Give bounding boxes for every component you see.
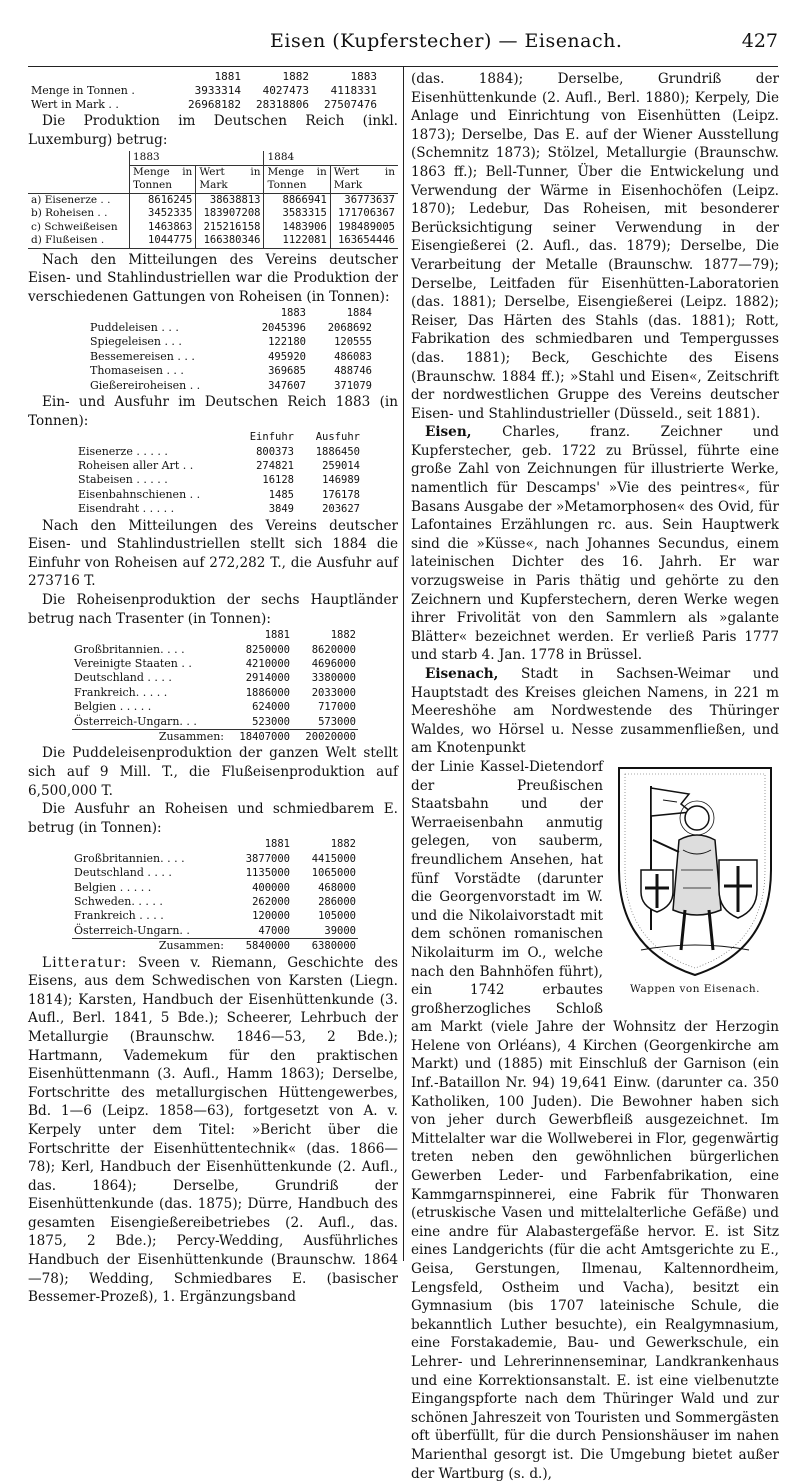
cell: 624000 (252, 701, 290, 714)
cell: 8866941 (264, 193, 330, 207)
year-header: 1881 (264, 838, 290, 851)
cell: 3933314 (194, 84, 241, 97)
cell: 8620000 (311, 643, 356, 656)
cell: 8616245 (130, 193, 196, 207)
page-header (0, 30, 800, 60)
year-header: 1882 (330, 629, 356, 642)
paragraph-production: Die Produktion im Deutschen Reich (inkl. Luxemburg) betrug: (28, 113, 398, 148)
cell: 400000 (252, 881, 290, 894)
row-label: Menge in Tonnen . (31, 84, 135, 97)
paragraph-ausfuhr: Die Ausfuhr an Roheisen und schmiedbarem E. betrug (in Tonnen): (28, 801, 398, 836)
table-row (88, 335, 374, 349)
cell: 28318806 (256, 98, 309, 111)
cell: 26968182 (188, 98, 241, 111)
table-row (72, 700, 358, 714)
column-header: Einfuhr (249, 431, 294, 444)
cell: 1485 (268, 488, 294, 501)
cell: 2068692 (327, 321, 372, 334)
paragraph-puddel: Die Puddeleisenproduktion der ganzen Welt stellt sich auf 9 Mill. T., die Flußeisenproduktion auf 6,500,000 T. (28, 745, 398, 799)
entry-eisenach (411, 665, 779, 758)
cell: 1065000 (311, 867, 356, 880)
year-cell: 1881 (214, 70, 241, 83)
year-header: 1882 (330, 838, 356, 851)
table-row (28, 234, 398, 248)
paragraph-ein-ausfuhr: Ein- und Ausfuhr im Deutschen Reich 1883 (in Tonnen): (28, 393, 398, 429)
sum-label: Zusammen: (72, 939, 226, 954)
entry-eisen-charles (411, 423, 779, 665)
paragraph-litteratur (28, 954, 398, 1307)
sum-label: Zusammen: (72, 729, 226, 744)
cell: 3849 (268, 503, 294, 516)
cell: 215216158 (196, 221, 264, 235)
six-countries-table (72, 628, 358, 744)
row-label: Deutschland . . . . (74, 866, 172, 880)
cell: 4415000 (311, 852, 356, 865)
cell: 3877000 (245, 852, 290, 865)
table-row (76, 488, 362, 502)
year-header: 1884 (346, 307, 372, 320)
literature-label: Litteratur: (42, 954, 128, 971)
cell: 1886000 (245, 686, 290, 699)
cell: 16128 (262, 474, 294, 487)
cell: 18407000 (226, 729, 292, 744)
roheisen-types-table (88, 306, 374, 392)
table-row (88, 364, 374, 378)
cell: 1135000 (245, 867, 290, 880)
table-row (72, 686, 358, 700)
table-row (28, 221, 398, 235)
table-row (76, 502, 362, 516)
table-row (88, 379, 374, 393)
row-label: Puddeleisen . . . (90, 320, 179, 334)
cell: 573000 (318, 715, 356, 728)
coat-of-arms-caption: Wappen von Eisenach. (630, 982, 760, 995)
coat-of-arms-image (611, 760, 779, 980)
cell: 800373 (256, 445, 294, 458)
cell: 371079 (334, 379, 372, 392)
right-column (411, 70, 779, 1483)
table-row (76, 473, 362, 487)
cell: 4027473 (262, 84, 309, 97)
cell: 523000 (252, 715, 290, 728)
table-row (72, 881, 358, 895)
cell: 27507476 (324, 98, 377, 111)
table-row (72, 924, 358, 939)
cell: 39000 (324, 924, 356, 937)
column-header: Wert in Mark (196, 165, 264, 193)
year-header: 1883 (280, 307, 306, 320)
column-header: Menge in Tonnen (130, 165, 196, 193)
cell: 4696000 (311, 657, 356, 670)
table-row (88, 350, 374, 364)
table-row (72, 715, 358, 730)
cell: 717000 (318, 701, 356, 714)
entry-text: Stadt in Sachsen-Weimar und Hauptstadt des Kreises gleichen Namens, in 221 m Meereshöhe am Nordwestende des Thüringer Waldes, wo Hörsel u. Nesse zusammenfließen, und am Knotenpunkt (411, 666, 779, 757)
year-cell: 1882 (282, 70, 309, 83)
sum-row (72, 939, 358, 954)
row-label: Frankreich. . . . . (74, 685, 168, 699)
export-table (72, 837, 358, 953)
year-header: 1884 (264, 151, 398, 165)
cell: 2033000 (311, 686, 356, 699)
table-row (88, 321, 374, 335)
cell: 3380000 (311, 672, 356, 685)
entry-headword: Eisen, (425, 424, 472, 441)
table-row (28, 193, 398, 207)
cell: 274821 (256, 459, 294, 472)
cell: 2914000 (245, 672, 290, 685)
cell: 1483906 (264, 221, 330, 235)
cell: 3583315 (264, 207, 330, 221)
row-label: Belgien . . . . . (74, 700, 152, 714)
row-label: Eisenerze . . . . . (78, 444, 168, 458)
row-label: Frankreich . . . . (74, 909, 164, 923)
cell: 4118331 (330, 84, 377, 97)
cell: 47000 (258, 924, 290, 937)
cell: 122180 (268, 336, 306, 349)
row-label: Stabeisen . . . . . (78, 473, 168, 487)
row-label: Bessemereisen . . . (90, 349, 195, 363)
row-label: Roheisen aller Art . . (78, 458, 194, 472)
cell: 262000 (252, 895, 290, 908)
column-header: Wert in Mark (330, 165, 398, 193)
table-row (72, 895, 358, 909)
row-label: Großbritannien. . . . (74, 851, 185, 865)
table-row (72, 671, 358, 685)
cell: 486083 (334, 350, 372, 363)
sum-row (72, 729, 358, 744)
cell: 2045396 (261, 321, 306, 334)
running-title: Eisen (Kupferstecher) — Eisenach. (270, 30, 623, 52)
row-label: Spiegeleisen . . . (90, 335, 182, 349)
paragraph-literature-continued: (das. 1884); Derselbe, Grundriß der Eisenhüttenkunde (2. Aufl., Berl. 1880); Kerpely, Die Anlage und Einrichtung von Eisenhütten (Leipz. 1873); Derselbe, Das E. auf der Wiener Ausstellung (Schemnitz 1873); Stölzel, Metallurgie (Braunschw. 1863 ff.); Bell-Tunner, Über die Entwickelung und Verwendung der Wärme in Eisenhochöfen (Leipz. 1870); Ledebur, Das Roheisen, mit besonderer Berücksichtigung seiner Verwendung in der Eisengießerei (2. Aufl., das. 1879); Derselbe, Die Verarbeitung der Metalle (Braunschw. 1877—79); Derselbe, Leitfaden für Eisenhütten-Laboratorien (das. 1881); Derselbe, Eisengießerei (Leipz. 1882); Reiser, Das Härten des Stahls (das. 1881); Rott, Fabrikation des schmiedbaren und Tempergusses (das. 1881); Beck, Geschichte des Eisens (Braunschw. 1884 ff.); »Stahl und Eisen«, Zeitschrift der nordwestlichen Gruppe des Vereins deutscher Eisen- und Stahlindustrieller (Düsseld., seit 1881). (411, 71, 779, 422)
cell: 183907208 (196, 207, 264, 221)
table-row (72, 909, 358, 923)
paragraph-verein-2: Nach den Mitteilungen des Vereins deutscher Eisen- und Stahlindustriellen stellt sich 1884 die Einfuhr von Roheisen auf 272,282 T., die Ausfuhr auf 273716 T. (28, 517, 398, 590)
cell: 468000 (318, 881, 356, 894)
row-label: Österreich-Ungarn. . . (74, 714, 197, 728)
literature-text: Sveen v. Riemann, Geschichte des Eisens, aus dem Schwedischen von Karsten (Liegn. 1814); Karsten, Handbuch der Eisenhüttenkunde (3. Aufl., Berl. 1841, 5 Bde.); Scheerer, Lehrbuch der Metallurgie (Braunschw. 1846—53, 2 Bde.); Hartmann, Vademekum für den praktischen Eisenhüttenmann (3. Aufl., Hamm 1863); Derselbe, Fortschritte des metallurgischen Hüttengewerbes, Bd. 1—6 (Leipz. 1858—63), fortgesetzt von A. v. Kerpely unter dem Titel: »Bericht über die Fortschritte der Eisenhüttentechnik« (das. 1866—78); Kerl, Handbuch der Eisenhüttenkunde (2. Aufl., das. 1864); Derselbe, Grundriß der Eisenhüttenkunde (das. 1875); Dürre, Handbuch des gesamten Eisengießereibetriebes (2. Aufl., das. 1875, 2 Bde.); Percy-Wedding, Ausführliches Handbuch der Eisenhüttenkunde (Braunschw. 1864—78); Wedding, Schmiedbares E. (basischer Bessemer-Prozeß), 1. Ergänzungsband (28, 954, 399, 1306)
row-label: Eisendraht . . . . . (78, 502, 175, 516)
cell: 1122081 (264, 234, 330, 248)
cell: 166380346 (196, 234, 264, 248)
cell: 4210000 (245, 657, 290, 670)
cell: 1886450 (315, 445, 360, 458)
row-label: Vereinigte Staaten . . (74, 656, 192, 670)
table-row (28, 207, 398, 221)
cell: 120555 (334, 336, 372, 349)
cell: 6380000 (292, 939, 358, 954)
table-row (72, 852, 358, 866)
coat-of-arms-figure (611, 760, 779, 1000)
cell: 1463863 (130, 221, 196, 235)
row-label: Eisenbahnschienen . . (78, 487, 201, 501)
cell: 120000 (252, 910, 290, 923)
cell: 5840000 (226, 939, 292, 954)
cell: 488746 (334, 365, 372, 378)
cell: 369685 (268, 365, 306, 378)
table-row (72, 866, 358, 880)
cell: 347607 (268, 379, 306, 392)
cell: 3452335 (130, 207, 196, 221)
paragraph-sechs-hauptlaender: Die Roheisenproduktion der sechs Hauptländer betrug nach Trasenter (in Tonnen): (28, 591, 398, 627)
table-row (28, 98, 380, 112)
column-header: Menge in Tonnen (264, 165, 330, 193)
row-label: Belgien . . . . . (74, 880, 152, 894)
row-label: Thomaseisen . . . (90, 364, 184, 378)
row-label: Großbritannien. . . . (74, 642, 185, 656)
table-row (28, 84, 380, 98)
row-label: Österreich-Ungarn. . (74, 923, 190, 937)
cell: 105000 (318, 910, 356, 923)
cell: 259014 (322, 459, 360, 472)
row-label: Schweden. . . . . (74, 894, 163, 908)
cell: 36773637 (330, 193, 398, 207)
row-label: Deutschland . . . . (74, 671, 172, 685)
row-label: c) Schweißeisen (31, 220, 118, 233)
left-column (28, 70, 398, 1307)
column-divider (403, 66, 404, 1261)
table-row (72, 657, 358, 671)
table-row (76, 445, 362, 459)
cell: 163654446 (330, 234, 398, 248)
cell: 146989 (322, 474, 360, 487)
cell: 286000 (318, 895, 356, 908)
production-value-table (28, 70, 380, 112)
page-number: 427 (741, 30, 778, 52)
entry-headword: Eisenach, (425, 666, 499, 682)
entry-text: Charles, franz. Zeichner und Kupferstecher, geb. 1722 zu Brüssel, führte eine große Zahl von Zeichnungen für illustrierte Werke, namentlich für Descamps' »Vie des peintres«, für Basans Ausgabe der »Metamorphosen« des Ovid, für Lafontaines Erzählungen rc. aus. Sein Hauptwerk sind die »Küsse«, nach Johannes Secundus, einem lateinischen Dichter des 16. Jahrh. Er war vorzugsweise in Paris thätig und gehörte zu den Zeichnern und Kupferstechern, deren Werke wegen ihrer Frivolität von den Sammlern als »galante Blätter« bezeichnet werden. Er verließ Paris 1777 und starb 4. Jan. 1778 in Brüssel. (411, 424, 780, 664)
cell: 176178 (322, 488, 360, 501)
row-label: Wert in Mark . . (31, 98, 119, 111)
table-row (76, 459, 362, 473)
cell: 171706367 (330, 207, 398, 221)
cell: 20020000 (292, 729, 358, 744)
import-export-table (76, 430, 362, 516)
cell: 203627 (322, 503, 360, 516)
paragraph-verein-1: Nach den Mitteilungen des Vereins deutscher Eisen- und Stahlindustriellen war die Produktion der verschiedenen Gattungen von Roheisen (in Tonnen): (28, 251, 398, 305)
cell: 38638813 (196, 193, 264, 207)
row-label: d) Flußeisen . (28, 234, 130, 248)
year-header: 1881 (264, 629, 290, 642)
row-label: b) Roheisen . . (31, 207, 108, 220)
year-cell: 1883 (350, 70, 377, 83)
production-table-1883-1884 (28, 151, 398, 249)
cell: 495920 (268, 350, 306, 363)
row-label: a) Eisenerze . . (31, 193, 111, 206)
cell: 8250000 (245, 643, 290, 656)
column-header: Ausfuhr (315, 431, 360, 444)
year-header: 1883 (130, 151, 264, 165)
entry-eisenach-continued: der Linie Kassel-Dietendorf der Preußischen Staatsbahn und der Werraeisenbahn anmutig gelegen, von sauberm, freundlichem Ansehen, hat fünf Vorstädte (darunter die Georgenvorstadt im W. und die Nikolaivorstadt mit dem schönen romanischen Nikolaiturm im O., welche nach den Bahnhöfen führt), ein 1742 erbautes großherzogliches Schloß am Markt (viele Jahre der Wohnsitz der Herzogin Helene von Orléans), 4 Kirchen (Georgenkirche am Markt) und (1885) mit Einschluß der Garnison (ein Inf.-Bataillon Nr. 94) 19,641 Einw. (darunter ca. 350 Katholiken, 100 Juden). Die Bewohner haben sich von jeher durch Gewerbfleiß ausgezeichnet. Im Mittelalter war die Wollweberei in Flor, gegenwärtig treten neben den gewöhnlichen bürgerlichen Gewerben Leder- und Farbenfabrikation, eine Kammgarnspinnerei, eine Fabrik für Thonwaren (etruskische Vasen und mittelalterliche Gefäße) und eine andre für Alabastergefäße hervor. E. ist Sitz eines Landgerichts (für die acht Amtsgerichte zu E., Geisa, Gerstungen, Ilmenau, Kaltennordheim, Lengsfeld, Ostheim und Vacha), besitzt ein Gymnasium (bis 1707 lateinische Schule, die bekanntlich Luther besuchte), ein Realgymnasium, eine Forstakademie, Bau- und Gewerkschule, ein Lehrer- und Lehrerinnenseminar, Landkrankenhaus und eine Korrektionsanstalt. E. ist eine vielbenutzte Eingangspforte nach dem Thüringer Wald und zur schönen Jahreszeit von Touristen und Sommergästen oft überfüllt, für die durch Pensionshäuser im nahen Marienthal gesorgt ist. Die Umgebung bietet außer der Wartburg (s. d.), (411, 758, 779, 1482)
cell: 198489005 (330, 221, 398, 235)
cell: 1044775 (130, 234, 196, 248)
row-label: Gießereiroheisen . . (90, 378, 201, 392)
table-row (72, 643, 358, 657)
